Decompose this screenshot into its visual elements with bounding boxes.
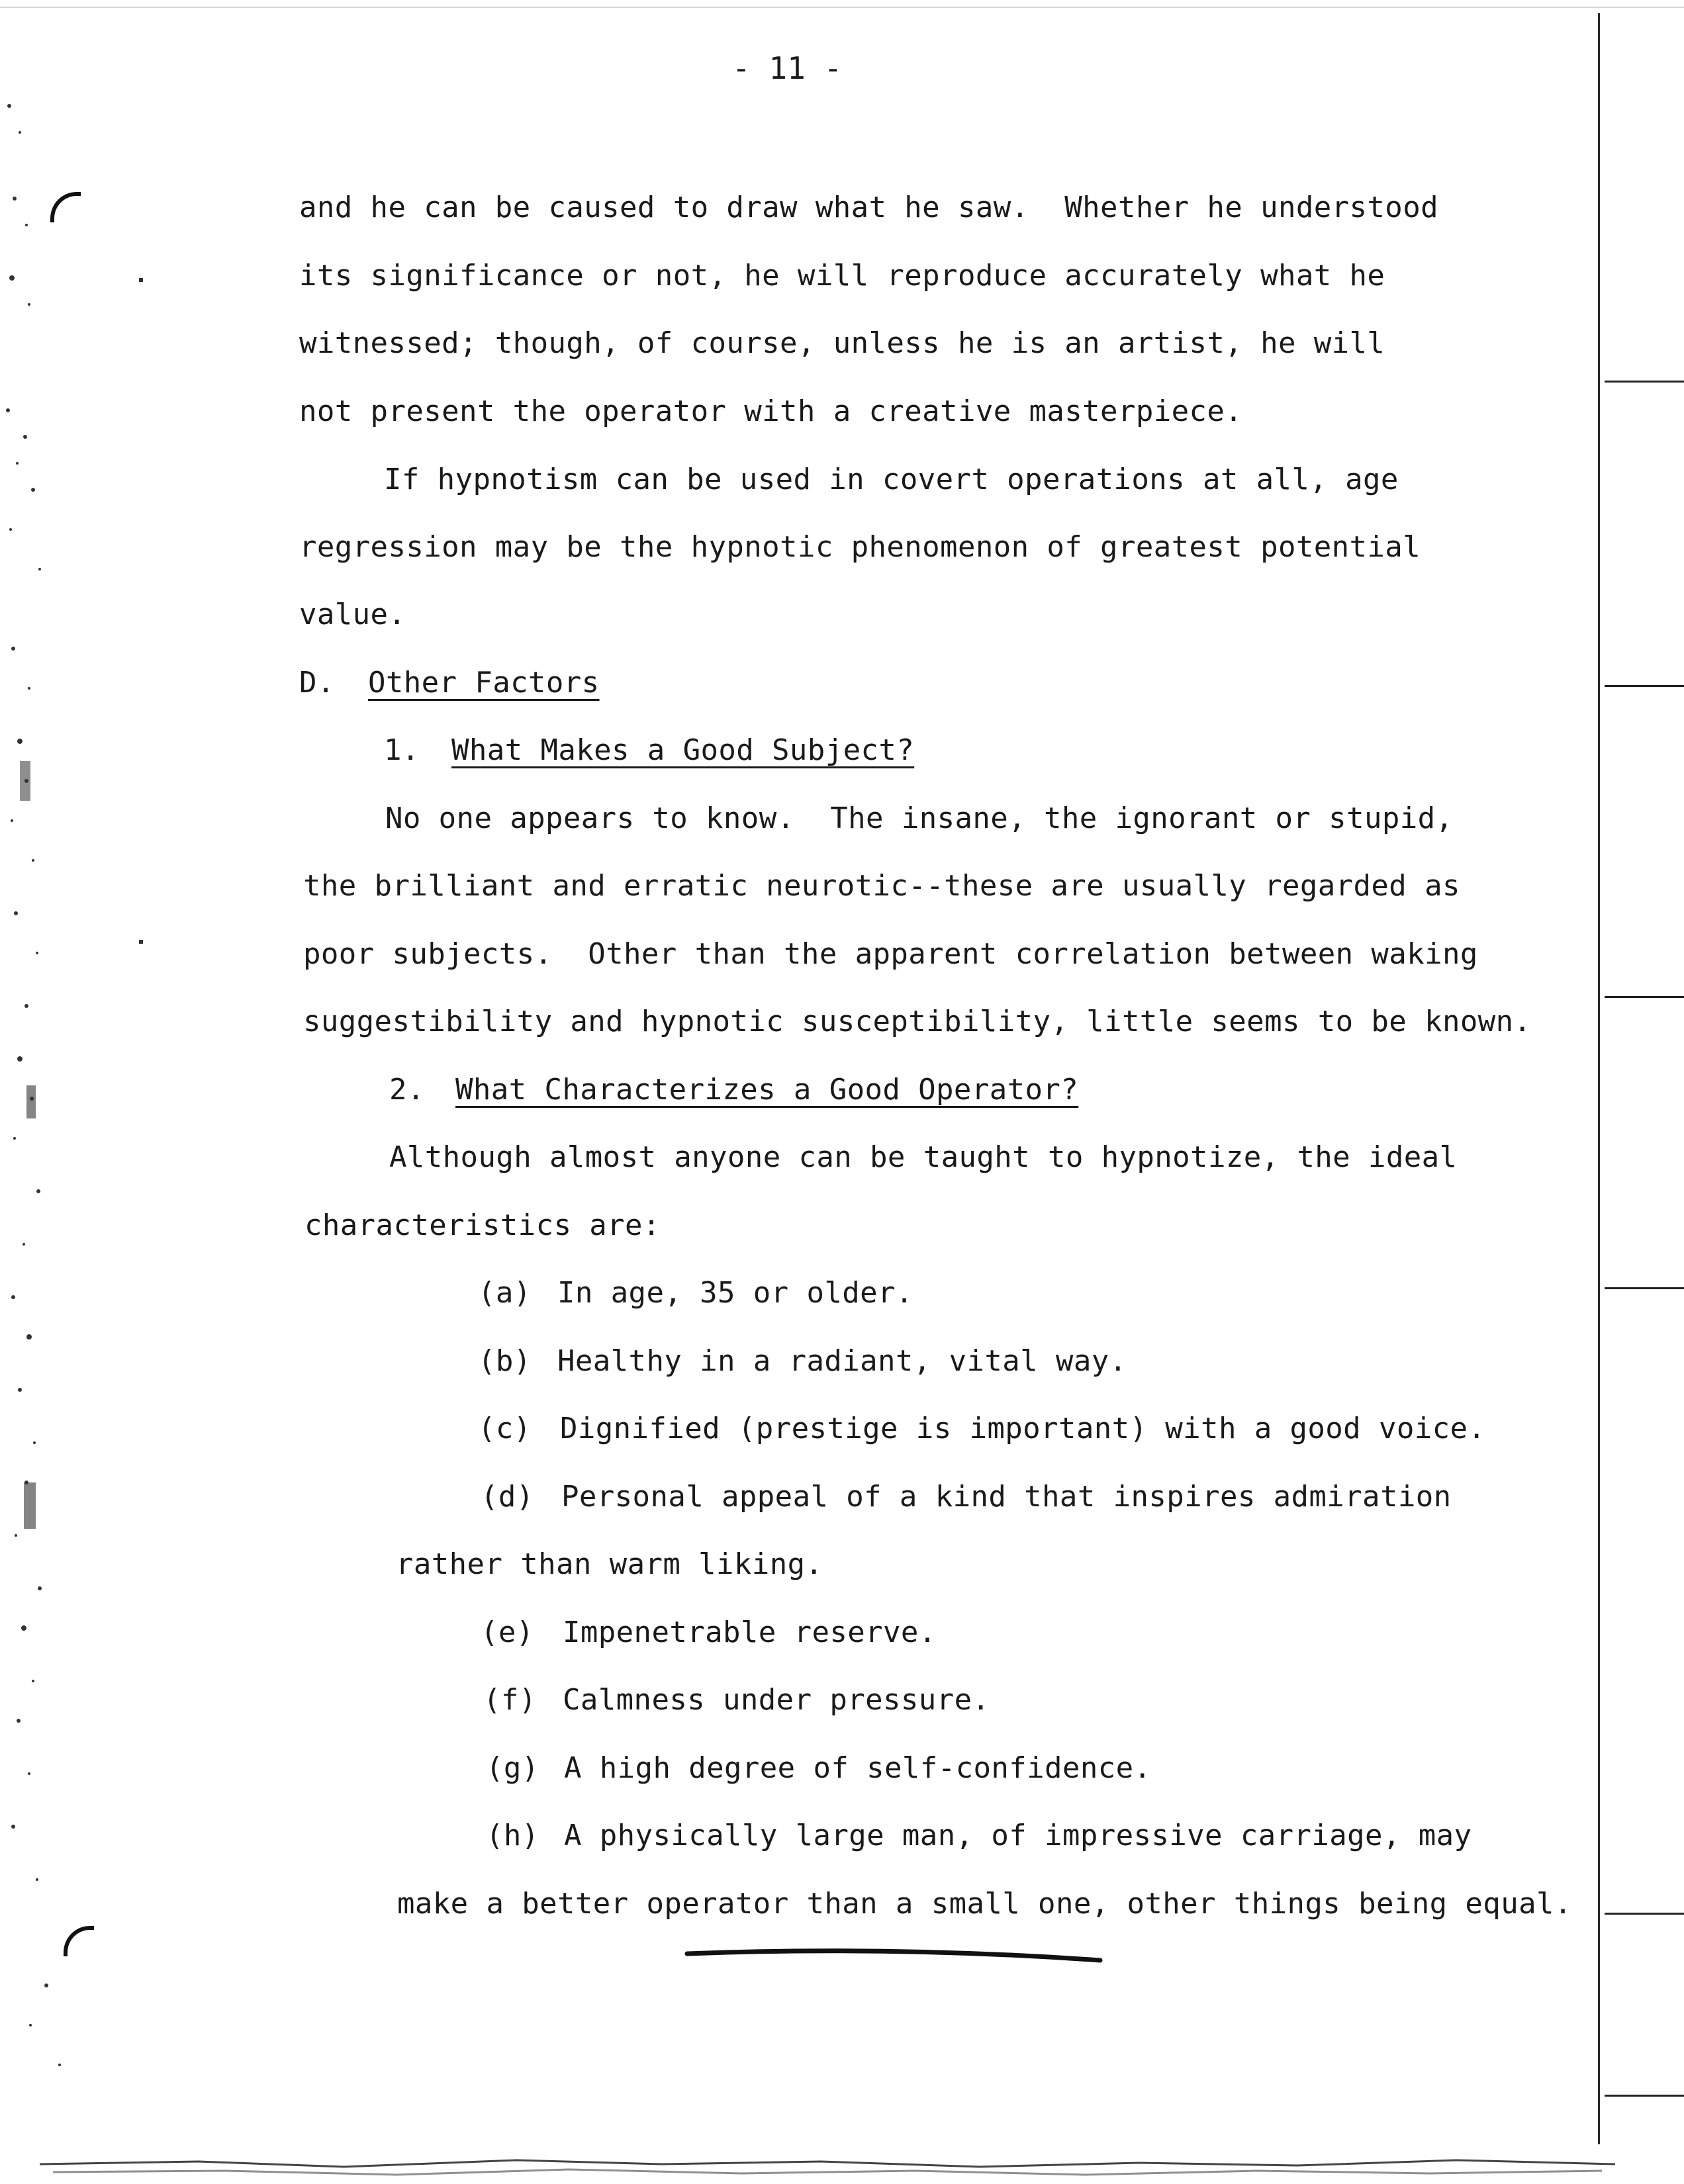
body-line: not present the operator with a creative masterpiece.	[299, 394, 1243, 428]
list-item-text: A physically large man, of impressive carriage, may	[564, 1819, 1472, 1852]
scan-top-edge	[0, 7, 1684, 8]
body-line: suggestibility and hypnotic susceptibility, little seems to be known.	[303, 1005, 1532, 1038]
body-line: value.	[299, 598, 406, 631]
subsection-number: 1.	[384, 733, 420, 767]
scan-left-edge-noise	[0, 0, 152, 2184]
scan-right-edge	[1598, 13, 1600, 2144]
scan-right-mark	[1605, 685, 1684, 687]
subsection-number: 2.	[389, 1073, 425, 1107]
body-line: regression may be the hypnotic phenomenon of greatest potential	[299, 530, 1421, 564]
body-line: and he can be caused to draw what he saw. Whether he understood	[299, 191, 1438, 224]
list-item-text: Dignified (prestige is important) with a good voice.	[560, 1412, 1486, 1445]
list-item-text: A high degree of self-confidence.	[564, 1751, 1152, 1785]
list-item-continuation: make a better operator than a small one, other things being equal.	[397, 1887, 1572, 1921]
body-line: its significance or not, he will reproduce accurately what he	[299, 259, 1385, 293]
list-item-text: Impenetrable reserve.	[563, 1615, 937, 1649]
list-item-label: (d)	[481, 1480, 534, 1514]
list-item-label: (a)	[478, 1276, 532, 1310]
list-item-label: (b)	[478, 1344, 532, 1378]
body-line: the brilliant and erratic neurotic--these are usually regarded as	[303, 869, 1460, 903]
scan-right-mark	[1605, 996, 1684, 998]
section-title: Other Factors	[368, 666, 600, 700]
body-line: Although almost anyone can be taught to hypnotize, the ideal	[389, 1140, 1458, 1174]
list-item-text: Personal appeal of a kind that inspires admiration	[561, 1480, 1452, 1514]
list-item-continuation: rather than warm liking.	[396, 1547, 823, 1581]
list-item-label: (e)	[481, 1615, 534, 1649]
section-label: D.	[299, 666, 335, 700]
body-line: poor subjects. Other than the apparent correlation between waking	[303, 937, 1478, 971]
list-item-label: (g)	[486, 1751, 539, 1785]
page-number: - 11 -	[732, 50, 843, 86]
list-item-label: (f)	[483, 1683, 537, 1717]
body-line: characteristics are:	[304, 1208, 661, 1242]
scan-right-mark	[1605, 2095, 1684, 2097]
subsection-title: What Characterizes a Good Operator?	[455, 1073, 1079, 1107]
list-item-label: (h)	[486, 1819, 539, 1852]
body-line: No one appears to know. The insane, the ignorant or stupid,	[385, 801, 1454, 835]
list-item-text: In age, 35 or older.	[557, 1276, 913, 1310]
scan-right-mark	[1605, 381, 1684, 383]
list-item-text: Calmness under pressure.	[563, 1683, 990, 1717]
list-item-text: Healthy in a radiant, vital way.	[557, 1344, 1127, 1378]
scan-right-mark	[1605, 1913, 1684, 1915]
body-line: witnessed; though, of course, unless he is an artist, he will	[299, 326, 1385, 360]
subsection-title: What Makes a Good Subject?	[451, 733, 915, 767]
scan-bottom-edge-noise	[0, 2144, 1684, 2184]
body-line: If hypnotism can be used in covert operations at all, age	[384, 463, 1399, 496]
closing-rule	[682, 1944, 1105, 1971]
list-item-label: (c)	[478, 1412, 532, 1445]
scan-right-mark	[1605, 1287, 1684, 1289]
